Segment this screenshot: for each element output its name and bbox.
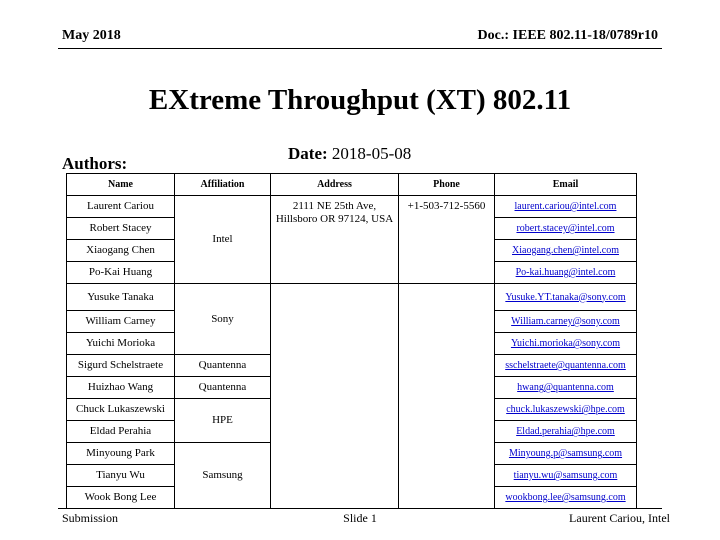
page-title: EXtreme Throughput (XT) 802.11 xyxy=(148,84,572,116)
address-empty-cell xyxy=(271,284,399,509)
author-affiliation: Intel xyxy=(175,196,271,284)
column-header-name: Name xyxy=(67,174,175,196)
author-affiliation: HPE xyxy=(175,399,271,443)
author-name: Yusuke Tanaka xyxy=(67,284,175,311)
author-name: William Carney xyxy=(67,311,175,333)
footer-slide-number: Slide 1 xyxy=(343,511,377,525)
authors-heading: Authors: xyxy=(62,154,128,173)
author-name: Robert Stacey xyxy=(67,218,175,240)
author-email-link[interactable]: Eldad.perahia@hpe.com xyxy=(495,421,637,443)
author-name: Sigurd Schelstraete xyxy=(67,355,175,377)
author-email-link[interactable]: tianyu.wu@samsung.com xyxy=(495,465,637,487)
author-email-link[interactable]: Xiaogang.chen@intel.com xyxy=(495,240,637,262)
author-email-link[interactable]: chuck.lukaszewski@hpe.com xyxy=(495,399,637,421)
author-name: Yuichi Morioka xyxy=(67,333,175,355)
author-name: Minyoung Park xyxy=(67,443,175,465)
author-affiliation: Quantenna xyxy=(175,377,271,399)
column-header-affiliation: Affiliation xyxy=(175,174,271,196)
date-line xyxy=(288,144,411,164)
author-email-link[interactable]: William.carney@sony.com xyxy=(495,311,637,333)
header-date: May 2018 xyxy=(62,28,121,43)
author-name: Huizhao Wang xyxy=(67,377,175,399)
footer-divider xyxy=(58,508,662,509)
phone-empty-cell xyxy=(399,284,495,509)
author-email-link[interactable]: hwang@quantenna.com xyxy=(495,377,637,399)
author-email-link[interactable]: Yuichi.morioka@sony.com xyxy=(495,333,637,355)
author-phone: +1-503-712-5560 xyxy=(399,196,495,284)
author-name: Laurent Cariou xyxy=(67,196,175,218)
table-row xyxy=(67,284,637,311)
author-email-link[interactable]: laurent.cariou@intel.com xyxy=(495,196,637,218)
author-email-link[interactable]: Po-kai.huang@intel.com xyxy=(495,262,637,284)
author-affiliation: Sony xyxy=(175,284,271,355)
author-name: Xiaogang Chen xyxy=(67,240,175,262)
authors-table xyxy=(66,173,637,509)
footer-author: Laurent Cariou, Intel xyxy=(569,511,670,525)
date-value: 2018-05-08 xyxy=(331,144,412,163)
author-email-link[interactable]: Yusuke.YT.tanaka@sony.com xyxy=(495,284,637,311)
author-name: Chuck Lukaszewski xyxy=(67,399,175,421)
author-affiliation: Samsung xyxy=(175,443,271,509)
column-header-phone: Phone xyxy=(399,174,495,196)
author-name: Tianyu Wu xyxy=(67,465,175,487)
table-row xyxy=(67,196,637,218)
footer-submission: Submission xyxy=(62,511,119,525)
author-address: 2111 NE 25th Ave, Hillsboro OR 97124, USA xyxy=(271,196,399,284)
table-header-row xyxy=(67,174,637,196)
date-label: Date: xyxy=(288,144,328,163)
author-email-link[interactable]: robert.stacey@intel.com xyxy=(495,218,637,240)
author-email-link[interactable]: wookbong.lee@samsung.com xyxy=(495,487,637,509)
column-header-email: Email xyxy=(495,174,637,196)
author-email-link[interactable]: sschelstraete@quantenna.com xyxy=(495,355,637,377)
author-name: Po-Kai Huang xyxy=(67,262,175,284)
author-name: Eldad Perahia xyxy=(67,421,175,443)
author-affiliation: Quantenna xyxy=(175,355,271,377)
author-name: Wook Bong Lee xyxy=(67,487,175,509)
column-header-address: Address xyxy=(271,174,399,196)
header-doc-id: Doc.: IEEE 802.11-18/0789r10 xyxy=(477,28,658,43)
author-email-link[interactable]: Minyoung.p@samsung.com xyxy=(495,443,637,465)
header-divider xyxy=(58,48,662,49)
